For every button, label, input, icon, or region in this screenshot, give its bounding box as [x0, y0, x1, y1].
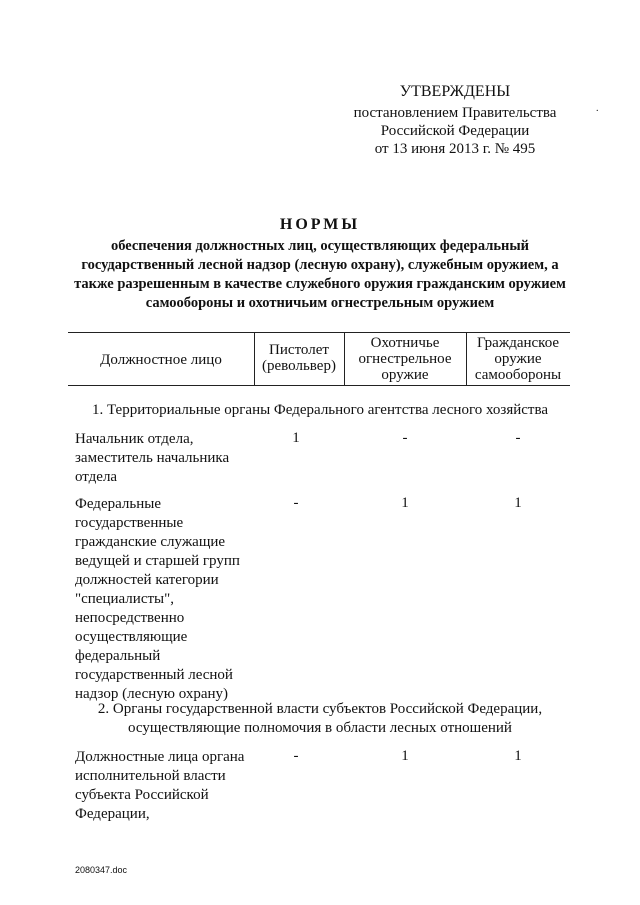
row-position: Начальник отдела, заместитель начальника отдела [75, 431, 230, 485]
row-position: Должностные лица органа исполнительной власти субъекта Российской Федерации, [75, 749, 245, 822]
column-divider [254, 333, 255, 385]
row-civil: - [515, 430, 521, 446]
document-title: НОРМЫ [279, 216, 361, 233]
header-hunting: Охотничье огнестрельное оружие [358, 335, 452, 383]
row-hunting: 1 [401, 748, 409, 764]
column-divider [466, 333, 467, 385]
row-hunting: 1 [401, 495, 409, 511]
document-subtitle: обеспечения должностных лиц, осуществляющих федеральный государственный лесной надзор (лесную охрану), служебным оружием, а также разрешенным в качестве служебного оружия гражданским оружием самообороны и охотничьим огнестрельным оружием [74, 238, 566, 311]
row-pistol: - [293, 495, 299, 511]
approval-line-3: от 13 июня 2013 г. № 495 [374, 141, 536, 157]
approval-line-1: постановлением Правительства [353, 105, 557, 121]
approval-line-2: Российской Федерации [380, 123, 530, 139]
row-pistol: - [293, 748, 299, 764]
header-position: Должностное лицо [100, 352, 222, 368]
margin-mark: . [596, 103, 599, 114]
approval-heading: УТВЕРЖДЕНЫ [399, 83, 511, 100]
row-civil: 1 [514, 495, 522, 511]
table-header-rule [68, 385, 570, 386]
section-title: 2. Органы государственной власти субъектов Российской Федерации, осуществляющие полномочия в области лесных отношений [97, 701, 543, 736]
header-pistol: Пистолет (револьвер) [262, 342, 336, 374]
row-position: Федеральные государственные гражданские служащие ведущей и старшей групп должностей категории "специалисты", непосредственно осуществляющие федеральный государственный лесной надзор (лесную охрану) [75, 496, 240, 702]
table-top-rule [68, 332, 570, 333]
section-title: 1. Территориальные органы Федерального агентства лесного хозяйства [91, 402, 549, 418]
column-divider [344, 333, 345, 385]
file-name-footer: 2080347.doc [75, 865, 128, 875]
row-pistol: 1 [292, 430, 300, 446]
row-civil: 1 [514, 748, 522, 764]
row-hunting: - [402, 430, 408, 446]
header-civil: Гражданское оружие самообороны [474, 335, 562, 383]
